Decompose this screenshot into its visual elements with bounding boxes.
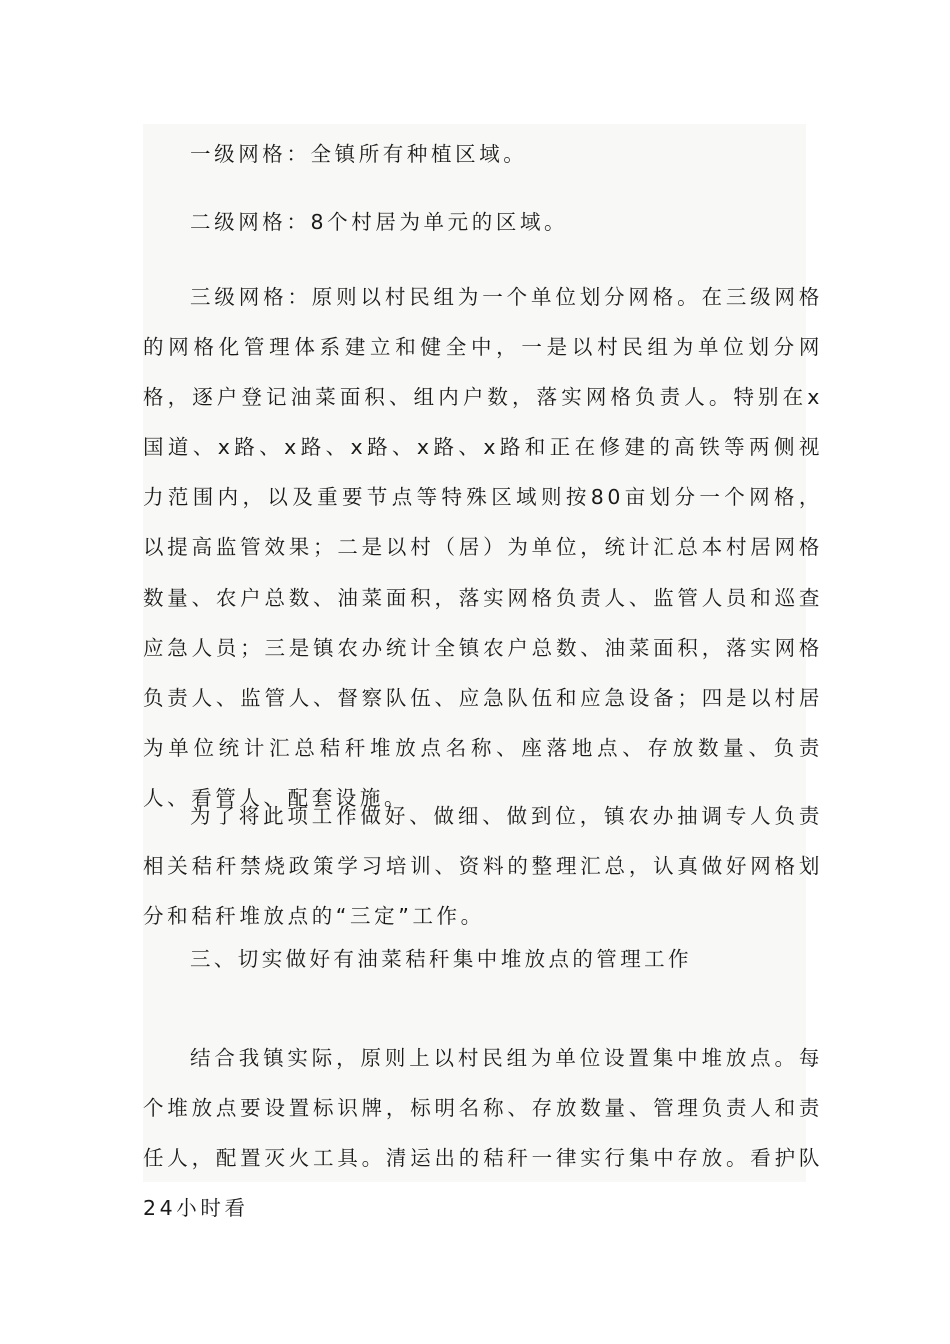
- document-page: [143, 124, 823, 1221]
- section-heading-3: 三、切实做好有油菜秸秆集中堆放点的管理工作: [190, 947, 692, 971]
- paragraph-grid-level-2: 二级网格：8个村居为单元的区域。: [190, 210, 569, 234]
- paragraph-grid-level-1: 一级网格：全镇所有种植区域。: [190, 142, 528, 166]
- paragraph-work-arrangement: 为了将此项工作做好、做细、做到位，镇农办抽调专人负责相关秸秆禁烧政策学习培训、资料的整理汇总，认真做好网格划分和秸秆堆放点的“三定”工作。: [143, 804, 823, 929]
- paragraph-storage-management: 结合我镇实际，原则上以村民组为单位设置集中堆放点。每个堆放点要设置标识牌，标明名称、存放数量、管理负责人和责任人，配置灭火工具。清运出的秸秆一律实行集中存放。看护队24小时看: [143, 1046, 823, 1221]
- paragraph-grid-level-3: 三级网格：原则以村民组为一个单位划分网格。在三级网格的网格化管理体系建立和健全中，一是以村民组为单位划分网格，逐户登记油菜面积、组内户数，落实网格负责人。特别在x国道、x路、x路、x路、x路、x路和正在修建的高铁等两侧视力范围内，以及重要节点等特殊区域则按80亩划分一个网格，以提高监管效果；二是以村（居）为单位，统计汇总本村居网格数量、农户总数、油菜面积，落实网格负责人、监管人员和巡查应急人员；三是镇农办统计全镇农户总数、油菜面积，落实网格负责人、监管人、督察队伍、应急队伍和应急设备；四是以村居为单位统计汇总秸秆堆放点名称、座落地点、存放数量、负责人、看管人、配套设施。: [143, 285, 823, 810]
